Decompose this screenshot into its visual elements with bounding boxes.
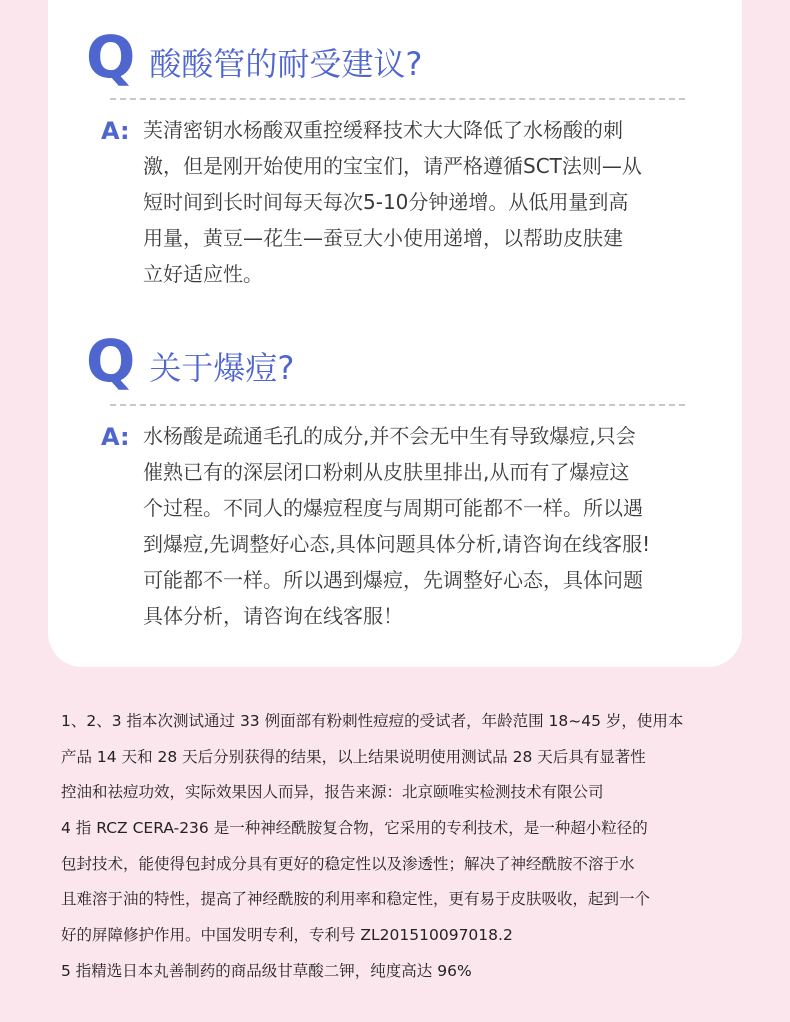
footnote-line: 且难溶于油的特性，提高了神经酰胺的利用率和稳定性，更有易于皮肤吸收，起到一个 — [61, 890, 651, 909]
footnotes — [61, 704, 761, 990]
question-title: 酸酸管的耐受建议? — [149, 45, 423, 83]
answer-text-1 — [143, 112, 703, 292]
answer-line: 用量，黄豆—花生—蚕豆大小使用递增，以帮助皮肤建 — [143, 226, 623, 250]
answer-line: 立好适应性。 — [143, 262, 263, 286]
footnote-line: 好的屏障修护作用。中国发明专利，专利号 ZL201510097018.2 — [61, 926, 513, 945]
dashed-divider — [110, 98, 685, 100]
question-title: 关于爆痘? — [149, 349, 295, 387]
q-mark: Q — [86, 327, 136, 395]
answer-line: 可能都不一样。所以遇到爆痘，先调整好心态，具体问题 — [143, 568, 643, 592]
answer-line: 催熟已有的深层闭口粉刺从皮肤里排出,从而有了爆痘这 — [143, 460, 630, 484]
answer-line: 到爆痘,先调整好心态,具体问题具体分析,请咨询在线客服! — [143, 532, 651, 556]
answer-line: 激，但是刚开始使用的宝宝们，请严格遵循SCT法则—从 — [143, 154, 642, 178]
question-heading-1 — [86, 23, 423, 91]
a-mark: A: — [101, 117, 130, 145]
footnote-line: 产品 14 天和 28 天后分别获得的结果，以上结果说明使用测试品 28 天后具有显著性 — [61, 747, 646, 766]
q-mark: Q — [86, 23, 136, 91]
a-mark: A: — [101, 423, 130, 451]
footnote-line: 5 指精选日本丸善制药的商品级甘草酸二钾，纯度高达 96% — [61, 961, 472, 980]
answer-line: 具体分析，请咨询在线客服！ — [143, 604, 403, 628]
answer-line: 个过程。不同人的爆痘程度与周期可能都不一样。所以遇 — [143, 496, 643, 520]
footnote-line: 控油和祛痘功效，实际效果因人而异，报告来源：北京颐唯实检测技术有限公司 — [61, 783, 604, 802]
answer-line: 水杨酸是疏通毛孔的成分,并不会无中生有导致爆痘,只会 — [143, 424, 636, 448]
question-heading-2 — [86, 327, 295, 395]
answer-line: 芙清密钥水杨酸双重控缓释技术大大降低了水杨酸的刺 — [143, 118, 623, 142]
footnote-line: 4 指 RCZ CERA-236 是一种神经酰胺复合物，它采用的专利技术，是一种超小粒径的 — [61, 819, 648, 838]
dashed-divider — [110, 404, 685, 406]
footnote-line: 1、2、3 指本次测试通过 33 例面部有粉刺性痘痘的受试者，年龄范围 18~45 岁，使用本 — [61, 712, 684, 730]
footnote-line: 包封技术，能使得包封成分具有更好的稳定性以及渗透性；解决了神经酰胺不溶于水 — [61, 854, 635, 873]
answer-text-2 — [143, 418, 703, 634]
answer-line: 短时间到长时间每天每次5-10分钟递增。从低用量到高 — [143, 190, 629, 214]
